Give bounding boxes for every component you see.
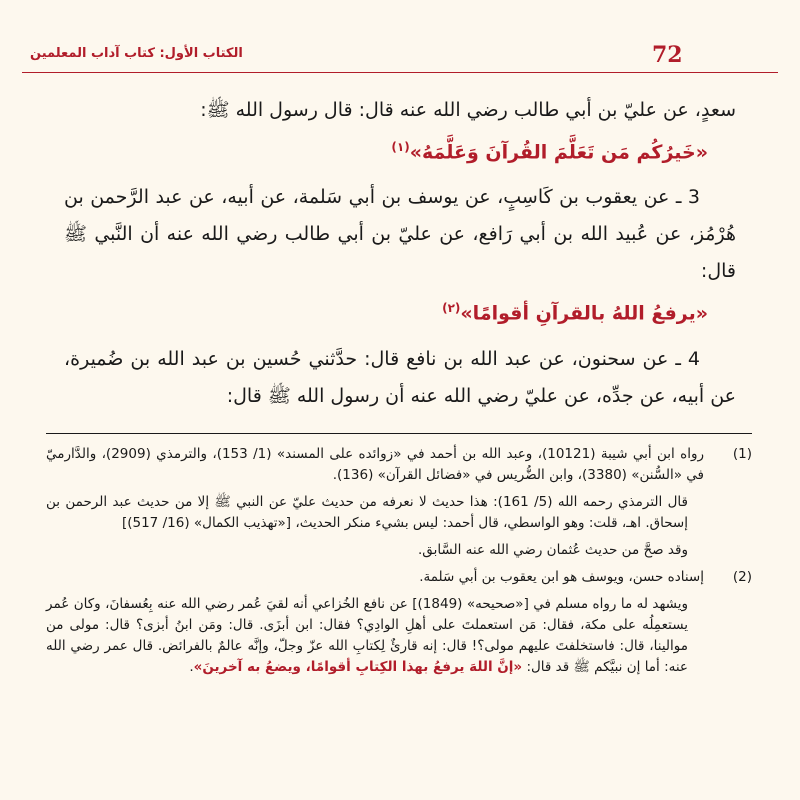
footnote-1-note: وقد صحَّ من حديث عُثمان رضي الله عنه السَّابق.: [418, 542, 688, 558]
running-head: [22, 38, 778, 74]
hadith-quote-1: [64, 129, 736, 171]
main-text: [64, 92, 736, 415]
paragraph-3: 3 ـ عن يعقوب بن كَاسِبٍ، عن يوسف بن أبي سَلمة، عن أبيه، عن عبد الرَّحمن بن هُرْمُز، عن عُبيد الله بن أبي رَافع، عن عليّ بن أبي طالب رضي الله عنه أن النَّبي ﷺ قال:: [64, 186, 736, 283]
footnotes: [46, 433, 752, 684]
running-title: الكتاب الأول: كتاب آداب المعلمين: [30, 46, 243, 61]
footnote-2-end: .: [189, 659, 194, 675]
hadith-quote-2: [64, 290, 736, 332]
footnote-2-comment: [46, 594, 752, 678]
footnote-2-text: إسناده حسن، ويوسف هو ابن يعقوب بن أبي سَلمة.: [419, 569, 704, 585]
footnote-1: [46, 444, 752, 486]
footnote-2-quote: «إنَّ اللهَ يرفعُ بهذا الكِتابِ أقوامًا، ويضعُ به آخرينَ»: [193, 659, 523, 675]
footnote-1-number: (1): [732, 446, 752, 462]
footnote-ref-2[interactable]: (٢): [442, 301, 461, 316]
footnote-1-text: رواه ابن أبي شيبة (10121)، وعبد الله بن أحمد في «زوائده على المسند» (1/ 153)، والترمذي (2909)، والدَّارميّ في «السُّنن» (3380)، وابن الضُّريس في «فضائل القرآن» (136).: [46, 446, 704, 483]
header-rule: [22, 72, 778, 73]
footnote-2-comment-text: ويشهد له ما رواه مسلم في [«صحيحه» (1849)] عن نافع الخُزاعي أنه لقيَ عُمر رضي الله عنه بِعُسفانَ، وكان عُمر يستعمِلُه على مكة، فقال: مَن استعملتَ على أهلِ الوادِي؟ فقال: ابن أبزَى. قال: ومَن ابنُ أبزى؟ قال: مولى من موالينا، قال: فاستخلفتَ عليهم مولى؟! قال: إنه قارئٌ لِكتابِ الله عزّ وجلّ، وإنَّه عالمٌ بالفرائض. قال عمر رضي الله عنه: أما إن نبيَّكم ﷺ قد قال:: [46, 596, 689, 675]
hadith-2-text: «يرفعُ اللهُ بالقرآنِ أقوامًا»: [460, 302, 708, 325]
footnote-2: [46, 567, 752, 588]
footnote-2-number: (2): [732, 569, 752, 585]
hadith-1-text: «خَيرُكُم مَن تَعَلَّمَ القُرآنَ وَعَلَّمَهُ»: [409, 141, 708, 164]
page-number: 72: [652, 42, 683, 68]
paragraph-4: 4 ـ عن سحنون، عن عبد الله بن نافع قال: حدَّثني حُسين بن عبد الله بن ضُميرة، عن أبيه، عن جدِّه، عن عليّ رضي الله عنه أن رسول الله ﷺ قال:: [64, 347, 736, 407]
paragraph-1: سعدٍ، عن عليّ بن أبي طالب رضي الله عنه قال: قال رسول الله ﷺ:: [200, 99, 736, 121]
footnote-1-comment: قال الترمذي رحمه الله (5/ 161): هذا حديث لا نعرفه من حديث عليّ عن النبي ﷺ إلا من حديث عبد الرحمن بن إسحاق. اهـ، قلت: وهو الواسطي، قال أحمد: ليس بشيء منكر الحديث، [«تهذيب الكمال» (16/ 517)]: [46, 494, 689, 531]
footnote-ref-1[interactable]: (١): [391, 140, 410, 154]
